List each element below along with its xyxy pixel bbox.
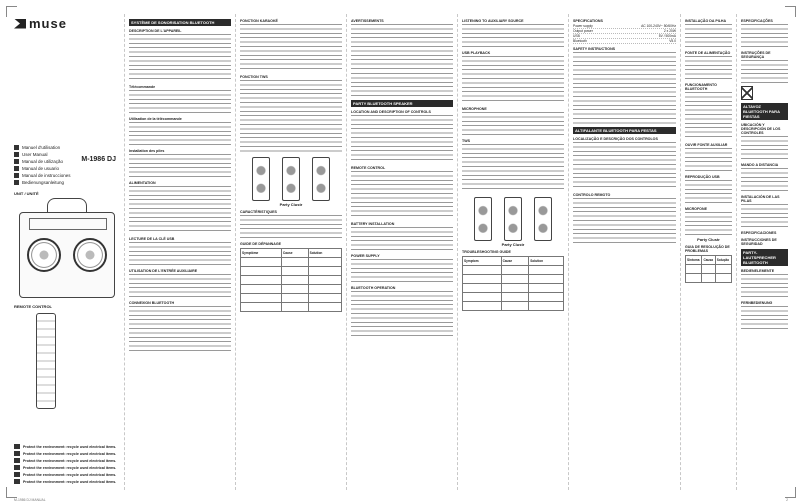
subsection-heading: AVERTISSEMENTS bbox=[351, 19, 384, 23]
subsection-heading: CONNEXION BLUETOOTH bbox=[129, 301, 175, 305]
troubleshooting-table bbox=[685, 255, 732, 283]
table-row bbox=[241, 303, 342, 312]
subsection-heading: GUIA DE RESOLUÇÃO DE PROBLEMAS bbox=[685, 245, 730, 253]
body-text bbox=[741, 274, 788, 298]
table-row bbox=[241, 258, 342, 267]
subsection-heading: REMOTE CONTROL bbox=[351, 166, 386, 170]
troubleshooting-table bbox=[240, 248, 342, 312]
recycle-icon bbox=[14, 458, 20, 463]
table-row bbox=[463, 302, 564, 311]
speaker-icon bbox=[534, 197, 552, 241]
table-header-row: Symptom Cause Solution bbox=[463, 257, 564, 266]
flag-icon bbox=[14, 159, 19, 164]
subsection-heading: ALIMENTATION bbox=[129, 181, 156, 185]
spec-row: Bluetooth V5.0 bbox=[573, 39, 676, 43]
subsection-heading: FONCTION KARAOKÉ bbox=[240, 19, 278, 23]
language-list bbox=[14, 145, 120, 185]
body-text bbox=[741, 204, 788, 228]
table-row bbox=[463, 293, 564, 302]
woofer-left-icon bbox=[27, 238, 61, 272]
body-text bbox=[240, 80, 342, 152]
subsection-heading: LOCALIZAÇÃO E DESCRIÇÃO DOS CONTROLOS bbox=[573, 137, 658, 141]
subsection-heading: MICROPHONE bbox=[462, 107, 487, 111]
body-text bbox=[351, 171, 453, 219]
subsection-heading: UBICACIÓN Y DESCRIPCIÓN DE LOS CONTROLES bbox=[741, 123, 781, 135]
flag-icon bbox=[14, 166, 19, 171]
body-text bbox=[573, 142, 676, 190]
cover-panel bbox=[10, 14, 124, 490]
body-text bbox=[573, 198, 676, 246]
subsection-heading: Télécommande bbox=[129, 85, 156, 89]
spec-row: Power supply AC 100-240V~ 50/60Hz bbox=[573, 24, 676, 28]
body-text bbox=[462, 56, 564, 104]
table-header-row: Symptôme Cause Solution bbox=[241, 249, 342, 258]
section-heading: PARTY BLUETOOTH SPEAKER bbox=[351, 100, 453, 107]
body-text bbox=[129, 34, 231, 82]
crossed-bin-icon bbox=[741, 86, 753, 100]
subsection-heading: INSTALACIÓN DE LAS PILAS bbox=[741, 195, 780, 203]
subsection-heading: BATTERY INSTALLATION bbox=[351, 222, 395, 226]
body-text bbox=[685, 56, 732, 80]
body-text bbox=[741, 24, 788, 48]
subsection-heading: ESPECIFICACIONES bbox=[741, 231, 777, 235]
body-text bbox=[129, 90, 231, 114]
subsection-heading: UTILISATION DE L'ENTRÉE AUXILIAIRE bbox=[129, 269, 198, 273]
body-text bbox=[462, 112, 564, 136]
remote-label: REMOTE CONTROL bbox=[14, 304, 52, 309]
party-chain-illustration bbox=[246, 155, 336, 201]
table-row bbox=[241, 285, 342, 294]
subsection-heading: FUNCIONAMENTO BLUETOOTH bbox=[685, 83, 717, 91]
warning-item: Protect the environment: recycle used electrical items. bbox=[14, 451, 120, 456]
unit-label: UNIT / UNITÉ bbox=[14, 191, 39, 196]
english-column-2 bbox=[457, 14, 568, 490]
spec-row: USB 5V / 500mA bbox=[573, 34, 676, 38]
subsection-heading: LISTENING TO AUXILIARY SOURCE bbox=[462, 19, 524, 23]
body-text bbox=[462, 144, 564, 192]
language-item: Manual de instrucciones bbox=[14, 173, 120, 178]
table-row bbox=[686, 265, 732, 274]
subsection-heading: MICROFONE bbox=[685, 207, 707, 211]
woofer-right-icon bbox=[73, 238, 107, 272]
muse-logo-icon bbox=[14, 19, 26, 29]
subsection-heading: FERNBEDIENUNG bbox=[741, 301, 773, 305]
subsection-heading: GUIDE DE DÉPANNAGE bbox=[240, 242, 282, 246]
body-text bbox=[741, 136, 788, 160]
body-text bbox=[129, 274, 231, 298]
french-column-1 bbox=[124, 14, 235, 490]
party-chain-illustration bbox=[468, 195, 558, 241]
warning-item: Protect the environment: recycle used electrical items. bbox=[14, 465, 120, 470]
section-heading: ALTAVOZ BLUETOOTH PARA FIESTAS bbox=[741, 103, 788, 120]
body-text bbox=[462, 24, 564, 48]
subsection-heading: ESPECIFICAÇÕES bbox=[741, 19, 773, 23]
body-text bbox=[351, 227, 453, 251]
party-label: Party Clustr bbox=[279, 202, 303, 207]
subsection-heading: Utilisation de la télécommande bbox=[129, 117, 182, 121]
recycle-icon bbox=[14, 465, 20, 470]
subsection-heading: FONCTION TWS bbox=[240, 75, 268, 79]
table-row bbox=[241, 294, 342, 303]
section-heading: ALTIFALANTE BLUETOOTH PARA FESTAS bbox=[573, 127, 676, 134]
subsection-heading: MANDO A DISTANCIA bbox=[741, 163, 779, 167]
subsection-heading: INSTRUCCIONES DE SEGURIDAD bbox=[741, 238, 777, 246]
flag-icon bbox=[14, 152, 19, 157]
section-heading: PARTY-LAUTSPRECHER BLUETOOTH bbox=[741, 249, 788, 266]
french-column-2 bbox=[235, 14, 346, 490]
speaker-icon bbox=[474, 197, 492, 241]
subsection-heading: INSTRUÇÕES DE SEGURANÇA bbox=[741, 51, 771, 59]
body-text bbox=[129, 306, 231, 354]
subsection-heading: LOCATION AND DESCRIPTION OF CONTROLS bbox=[351, 110, 431, 114]
body-text bbox=[351, 115, 453, 163]
body-text bbox=[351, 291, 453, 339]
body-text bbox=[240, 215, 342, 239]
body-text bbox=[129, 186, 231, 234]
body-text bbox=[129, 242, 231, 266]
recycle-icon bbox=[14, 444, 20, 449]
speaker-icon bbox=[312, 157, 330, 201]
body-text bbox=[351, 24, 453, 72]
spanish-german-column bbox=[736, 14, 792, 490]
flag-icon bbox=[14, 180, 19, 185]
body-text bbox=[741, 306, 788, 330]
table-row bbox=[463, 284, 564, 293]
subsection-heading: SAFETY INSTRUCTIONS bbox=[573, 47, 616, 51]
table-header-row: Sintoma Causa Solução bbox=[686, 256, 732, 265]
subsection-heading: DESCRIPTION DE L'APPAREIL bbox=[129, 29, 182, 33]
language-item: Manuel d'utilisation bbox=[14, 145, 120, 150]
flag-icon bbox=[14, 173, 19, 178]
recycle-icon bbox=[14, 472, 20, 477]
warning-item: Protect the environment: recycle used electrical items. bbox=[14, 479, 120, 484]
brand-logo bbox=[14, 16, 120, 31]
body-text bbox=[240, 24, 342, 72]
table-row bbox=[241, 267, 342, 276]
table-row bbox=[463, 266, 564, 275]
warning-list bbox=[14, 442, 120, 484]
portuguese-column-1 bbox=[568, 14, 680, 490]
subsection-heading: LECTURE DE LA CLÉ USB bbox=[129, 237, 175, 241]
warning-item: Protect the environment: recycle used electrical items. bbox=[14, 458, 120, 463]
body-text bbox=[685, 212, 732, 236]
subsection-heading: REPRODUÇÃO USB bbox=[685, 175, 720, 179]
body-text bbox=[685, 92, 732, 140]
subsection-heading: Installation des piles bbox=[129, 149, 165, 153]
subsection-heading: CONTROLO REMOTO bbox=[573, 193, 611, 197]
body-text bbox=[685, 148, 732, 172]
language-item: Manual de usuario bbox=[14, 166, 120, 171]
warning-item: Protect the environment: recycle used electrical items. bbox=[14, 444, 120, 449]
speaker-icon bbox=[282, 157, 300, 201]
subsection-heading: USB PLAYBACK bbox=[462, 51, 491, 55]
subsection-heading: SPECIFICATIONS bbox=[573, 19, 603, 23]
subsection-heading: INSTALAÇÃO DA PILHA bbox=[685, 19, 727, 23]
body-text bbox=[741, 168, 788, 192]
subsection-heading: POWER SUPPLY bbox=[351, 254, 380, 258]
table-row bbox=[686, 274, 732, 283]
subsection-heading: TWS bbox=[462, 139, 470, 143]
recycle-icon bbox=[14, 479, 20, 484]
troubleshooting-table bbox=[462, 256, 564, 311]
brand-name: muse bbox=[29, 16, 67, 31]
speaker-icon bbox=[252, 157, 270, 201]
body-text bbox=[351, 73, 453, 97]
remote-control-illustration bbox=[36, 313, 56, 409]
body-text bbox=[573, 52, 676, 124]
subsection-heading: BLUETOOTH OPERATION bbox=[351, 286, 396, 290]
table-row bbox=[241, 276, 342, 285]
subsection-heading: CARACTÉRISTIQUES bbox=[240, 210, 277, 214]
page-footer-left: M-1986 DJ MANUAL bbox=[14, 498, 46, 502]
language-item: User Manual bbox=[14, 152, 120, 157]
subsection-heading: OUVIR FONTE AUXILIAR bbox=[685, 143, 728, 147]
body-text bbox=[129, 122, 231, 146]
speaker-illustration bbox=[19, 198, 115, 298]
table-row bbox=[463, 275, 564, 284]
spec-row: Output power 2 x 20W bbox=[573, 29, 676, 33]
language-item: Manual de utilização bbox=[14, 159, 120, 164]
party-label: Party Clustr bbox=[501, 242, 525, 247]
portuguese-column-2 bbox=[680, 14, 736, 490]
model-number: M-1986 DJ bbox=[81, 156, 116, 163]
party-label: Party Clustr bbox=[697, 237, 720, 242]
section-heading: SYSTÈME DE SONORISATION BLUETOOTH bbox=[129, 19, 231, 26]
flag-icon bbox=[14, 145, 19, 150]
subsection-heading: FONTE DE ALIMENTAÇÃO bbox=[685, 51, 731, 55]
english-column-1 bbox=[346, 14, 457, 490]
body-text bbox=[741, 60, 788, 84]
page-footer-right: 2 bbox=[786, 498, 788, 502]
recycle-icon bbox=[14, 451, 20, 456]
body-text bbox=[685, 180, 732, 204]
body-text bbox=[685, 24, 732, 48]
control-panel bbox=[29, 218, 107, 230]
warning-item: Protect the environment: recycle used electrical items. bbox=[14, 472, 120, 477]
subsection-heading: BEDIENELEMENTE bbox=[741, 269, 775, 273]
speaker-icon bbox=[504, 197, 522, 241]
subsection-heading: TROUBLESHOOTING GUIDE bbox=[462, 250, 511, 254]
body-text bbox=[351, 259, 453, 283]
body-text bbox=[129, 154, 231, 178]
language-item: Bedienungsanleitung bbox=[14, 180, 120, 185]
